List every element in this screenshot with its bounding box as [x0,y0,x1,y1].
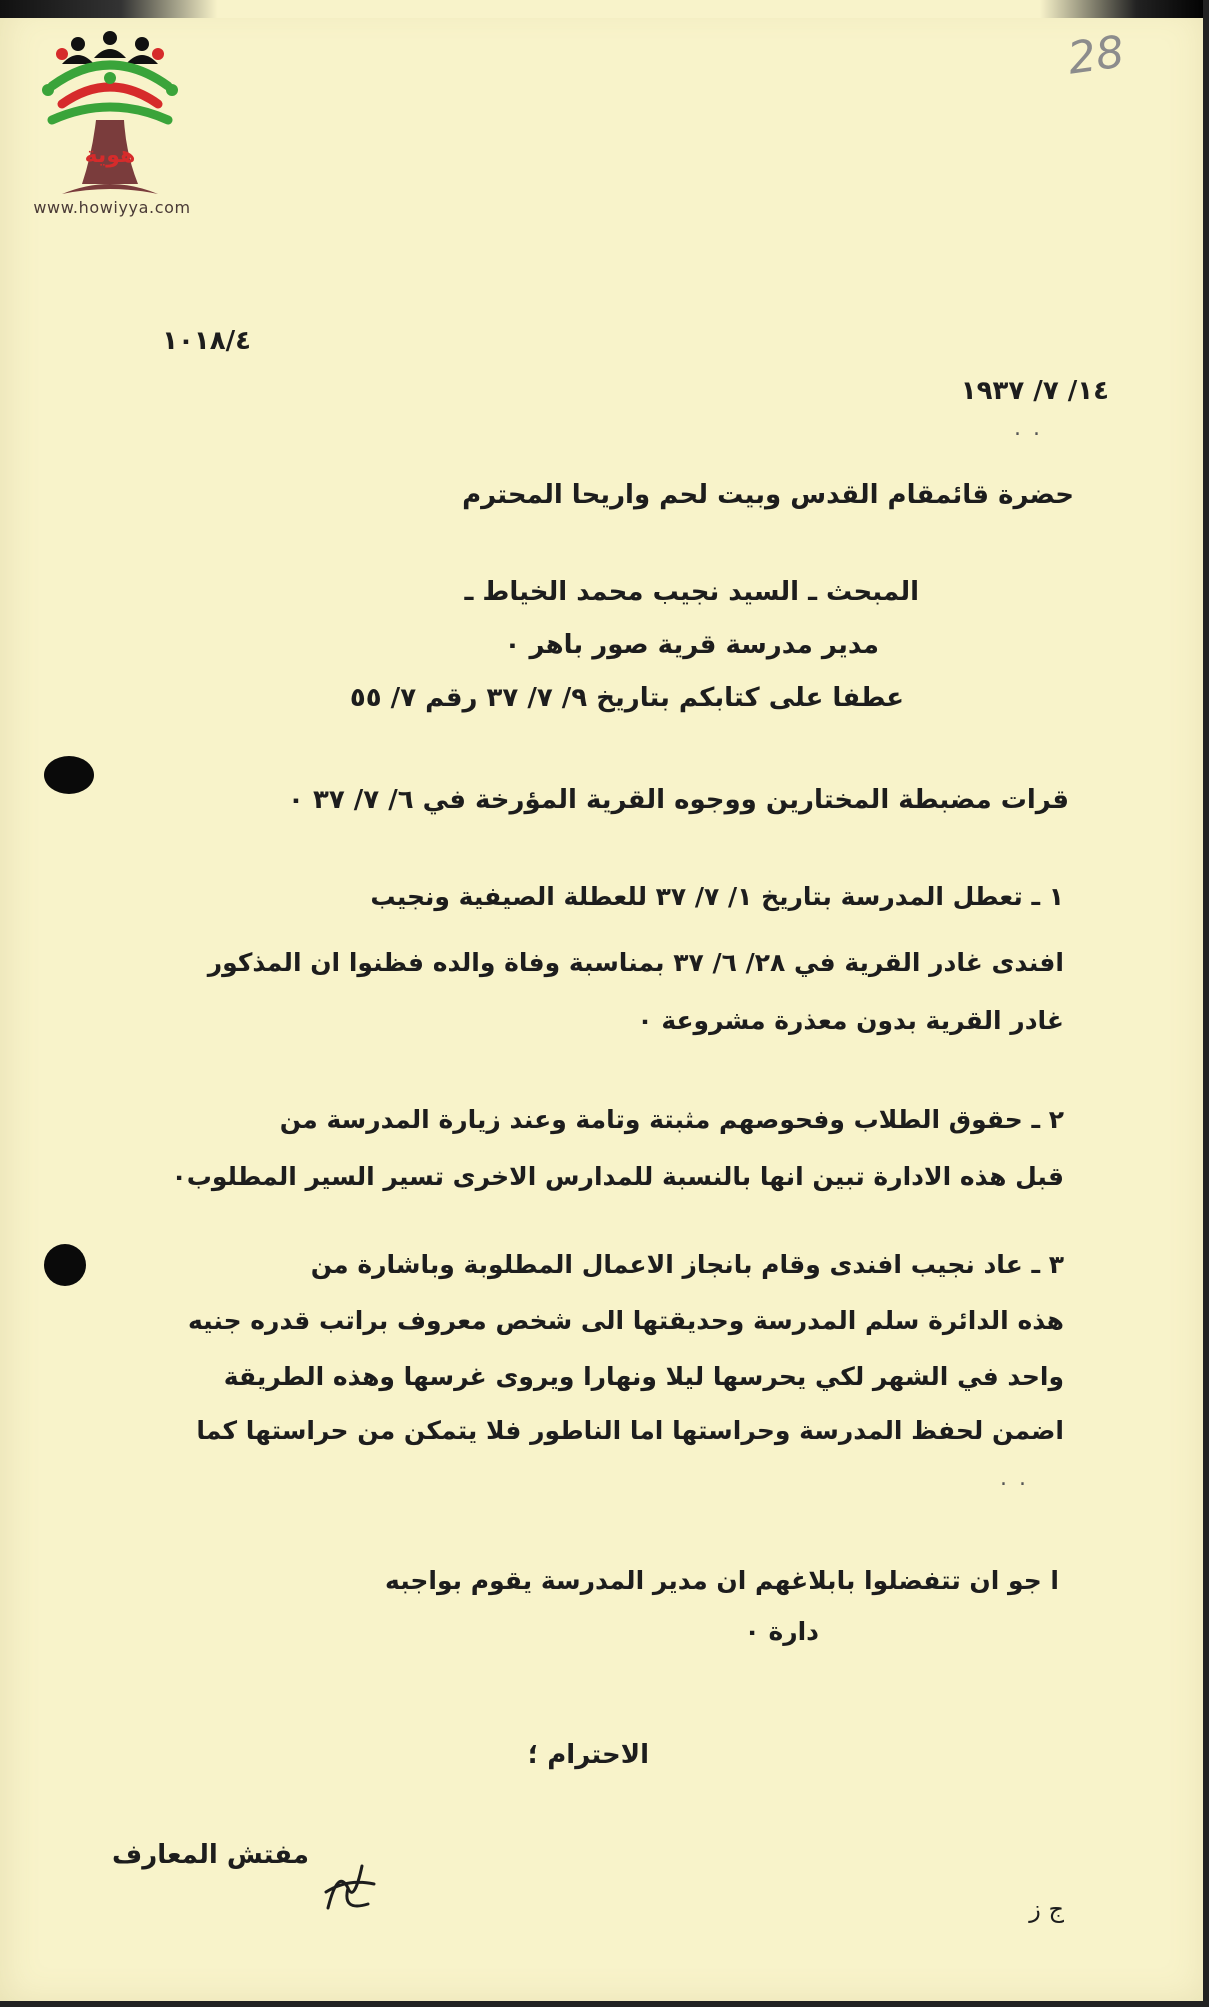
subject-line-2: مدير مدرسة قرية صور باهر ٠ [504,630,879,660]
para3-line4: اضمن لحفظ المدرسة وحراستها اما الناطور فلا يتمكن من حراستها كما [196,1416,1064,1445]
para3-dots: .. [1000,1466,1038,1491]
punch-hole-bottom [44,1244,86,1286]
para1-line2: افندى غادر القرية في ٢٨/ ٦/ ٣٧ بمناسبة وفاة والده فظنوا ان المذكور [207,948,1064,977]
addressee-line: حضرة قائمقام القدس وبيت لحم واريحا المحترم [462,480,1074,510]
para2-line2: قبل هذه الادارة تبين انها بالنسبة للمدارس الاخرى تسير السير المطلوب٠ [171,1162,1064,1191]
reference-number: ١٠١٨/٤ [162,326,251,356]
para4-line2: دارة ٠ [744,1617,819,1646]
para3-line1: ٣ ـ عاد نجيب افندى وقام بانجاز الاعمال المطلوبة وباشارة من [310,1250,1064,1279]
scan-edge-top [0,0,1209,18]
letter-date: ١٤/ ٧/ ١٩٣٧ [960,376,1109,406]
signer-title: مفتش المعارف [112,1840,309,1870]
intro-line: قرات مضبطة المختارين ووجوه القرية المؤرخة في ٦/ ٧/ ٣٧ ٠ [288,785,1069,815]
scan-edge-right [1203,0,1209,2007]
para3-line3: واحد في الشهر لكي يحرسها ليلا ونهارا ويروى غرسها وهذه الطريقة [223,1362,1064,1391]
signature-mark [318,1848,378,1918]
punch-hole-top [44,756,94,794]
howiyya-logo-icon [22,24,200,224]
logo-word: هوية [84,143,136,168]
reference-line: عطفا على كتابكم بتاريخ ٩/ ٧/ ٣٧ رقم ٧/ ٥٥ [349,683,904,713]
para1-line3: غادر القرية بدون معذرة مشروعة ٠ [637,1006,1064,1035]
page-number: 28 [1064,26,1128,85]
para1-line1: ١ ـ تعطل المدرسة بتاريخ ١/ ٧/ ٣٧ للعطلة الصيفية ونجيب [370,882,1064,911]
para2-line1: ٢ ـ حقوق الطلاب وفحوصهم مثبتة وتامة وعند زيارة المدرسة من [279,1105,1064,1134]
para3-line2: هذه الدائرة سلم المدرسة وحديقتها الى شخص معروف براتب قدره جنيه [188,1306,1064,1335]
subject-line-1: المبحث ـ السيد نجيب محمد الخياط ـ [464,577,919,607]
para4-line1: ا جو ان تتفضلوا بابلاغهم ان مدير المدرسة يقوم بواجبه [385,1566,1059,1595]
typist-initials: ج ز [1029,1895,1064,1923]
scan-edge-bottom [0,2001,1209,2007]
date-dots: .. [1014,416,1052,441]
closing-line: الاحترام ؛ [527,1740,649,1770]
logo-url-text: www.howiyya.com [33,198,191,217]
